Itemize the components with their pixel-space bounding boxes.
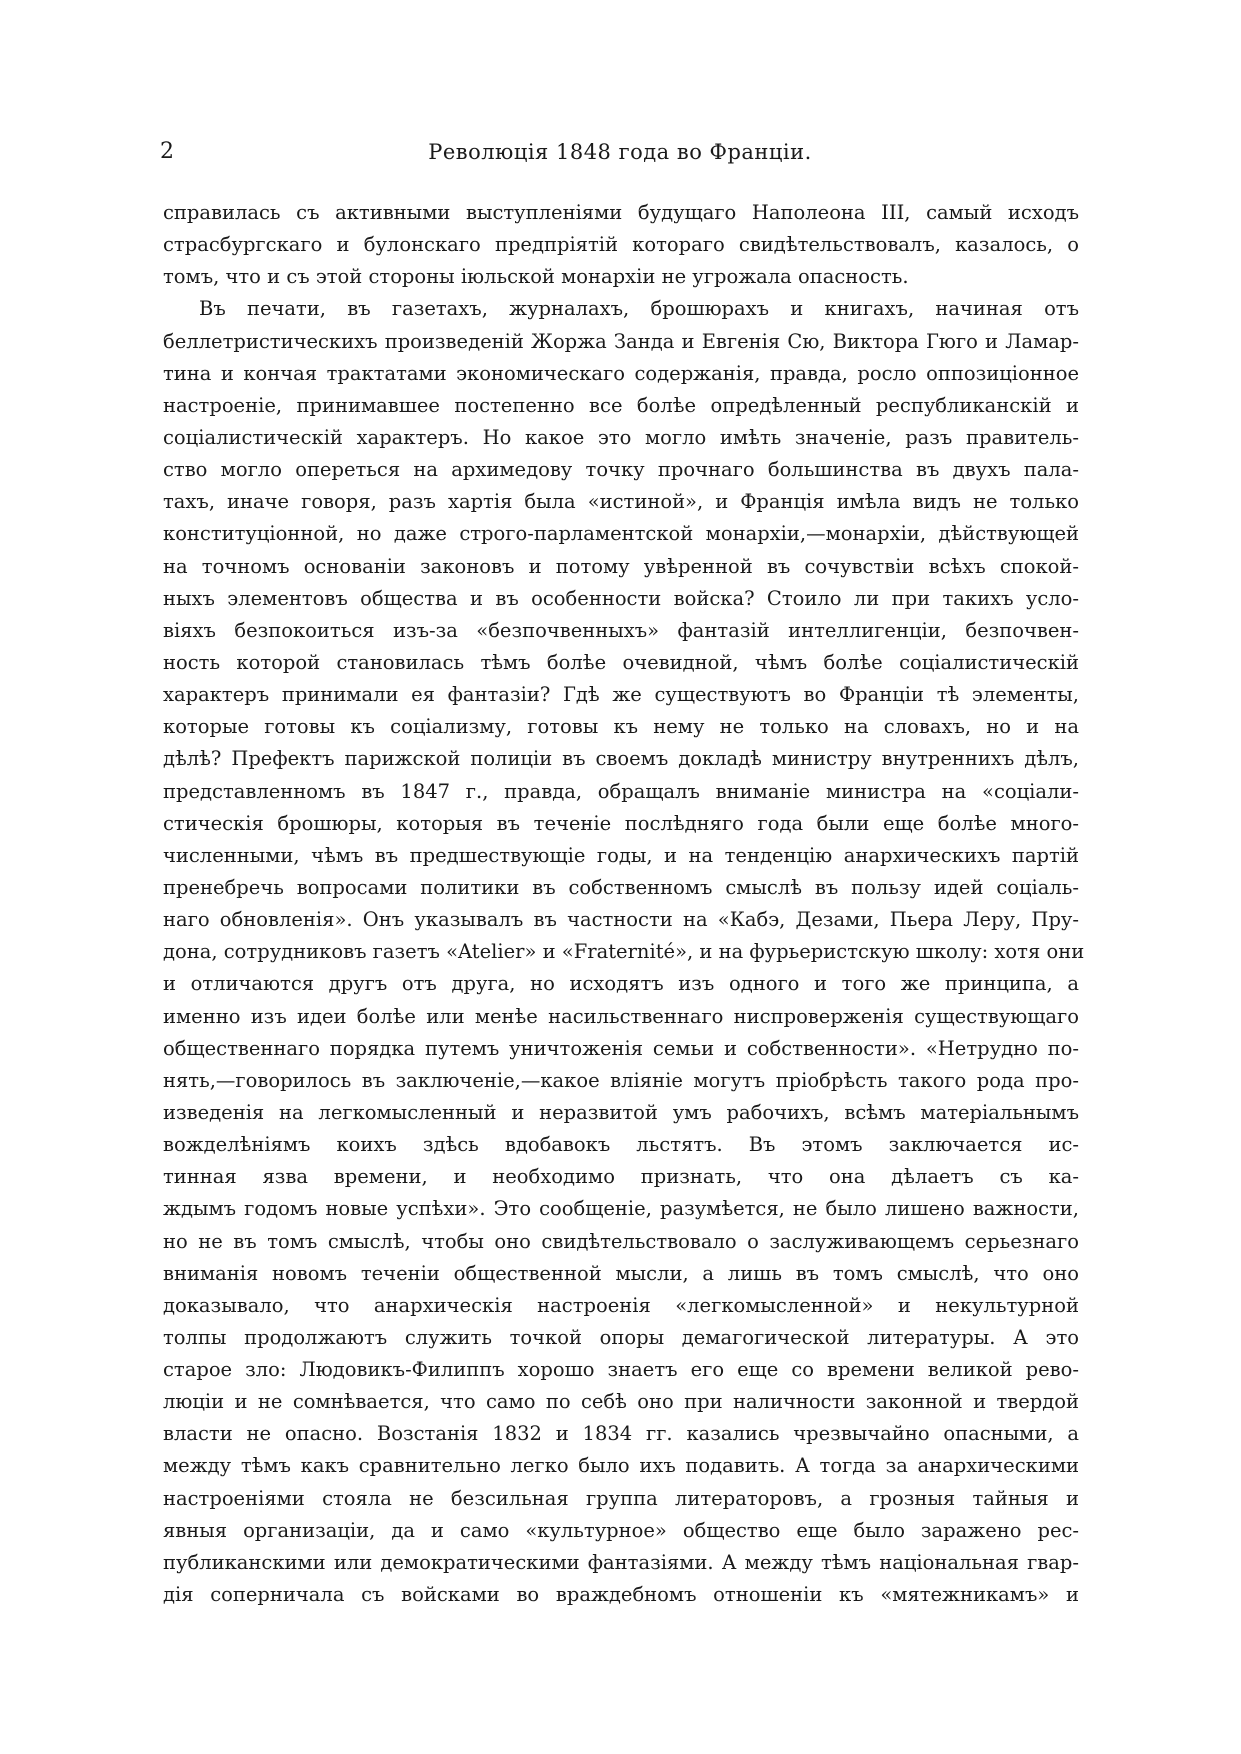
- text-line: пренебречь вопросами политики въ собственномъ смыслѣ въ пользу идей соціаль-: [163, 875, 1079, 899]
- text-line: численными, чѣмъ въ предшествующіе годы, и на тенденцію анархическихъ партій: [163, 843, 1079, 867]
- text-line: тина и кончая трактатами экономическаго содержанія, правда, росло оппозиціонное: [163, 361, 1079, 385]
- text-line: беллетристическихъ произведеній Жоржа Занда и Евгенія Сю, Виктора Гюго и Ламар-: [163, 329, 1079, 353]
- text-line: люціи и не сомнѣвается, что само по себѣ оно при наличности законной и твердой: [163, 1390, 1079, 1414]
- text-line: явныя организаціи, да и само «культурное» общество еще было заражено рес-: [163, 1518, 1079, 1542]
- text-line: конституціонной, но даже строго-парламентской монархіи,—монархіи, дѣйствующей: [163, 522, 1079, 546]
- page-header: [160, 136, 1080, 168]
- text-line: ство могло опереться на архимедову точку прочнаго большинства въ двухъ пала-: [163, 458, 1079, 482]
- text-line: но не въ томъ смыслѣ, чтобы оно свидѣтельствовало о заслуживающемъ серьезнаго: [163, 1229, 1079, 1253]
- text-line: и отличаются другъ отъ друга, но исходятъ изъ одного и того же принципа, а: [163, 972, 1079, 996]
- text-line: представленномъ въ 1847 г., правда, обращалъ вниманіе министра на «соціали-: [163, 779, 1079, 803]
- text-line: ждымъ годомъ новые успѣхи». Это сообщеніе, разумѣется, не было лишено важности,: [163, 1197, 1079, 1221]
- text-line: ныхъ элементовъ общества и въ особенности войска? Стоило ли при такихъ усло-: [163, 586, 1079, 610]
- text-line: ность которой становилась тѣмъ болѣе очевидной, чѣмъ болѣе соціалистическій: [163, 650, 1079, 674]
- text-line: соціалистическій характеръ. Но какое это могло имѣть значеніе, разъ правитель-: [163, 425, 1079, 449]
- text-line: тахъ, иначе говоря, разъ хартія была «истиной», и Франція имѣла видъ не только: [163, 490, 1079, 514]
- text-line: власти не опасно. Возстанія 1832 и 1834 гг. казались чрезвычайно опасными, а: [163, 1422, 1079, 1446]
- running-title: Революція 1848 года во Франціи.: [428, 140, 812, 164]
- text-line: тинная язва времени, и необходимо признать, что она дѣлаетъ съ ка-: [163, 1165, 1079, 1189]
- text-line: вниманія новомъ теченіи общественной мысли, а лишь въ томъ смыслѣ, что оно: [163, 1261, 1079, 1285]
- paragraph-first-line: Въ печати, въ газетахъ, журналахъ, брошюрахъ и книгахъ, начиная отъ: [199, 297, 1079, 321]
- text-line: изведенія на легкомысленный и неразвитой умъ рабочихъ, всѣмъ матеріальнымъ: [163, 1100, 1079, 1124]
- text-line: публиканскими или демократическими фантазіями. А между тѣмъ національная гвар-: [163, 1550, 1079, 1574]
- text-line: между тѣмъ какъ сравнительно легко было ихъ подавить. А тогда за анархическими: [163, 1454, 1079, 1478]
- body-text: [163, 197, 1085, 1611]
- text-line: которые готовы къ соціализму, готовы къ нему не только на словахъ, но и на: [163, 715, 1079, 739]
- text-line: стическія брошюры, которыя въ теченіе послѣдняго года были еще болѣе много-: [163, 811, 1079, 835]
- text-line: нять,—говорилось въ заключеніе,—какое вліяніе могутъ пріобрѣсть такого рода про-: [163, 1068, 1079, 1092]
- text-line: справилась съ активными выступленіями будущаго Наполеона III, самый исходъ: [163, 201, 1079, 224]
- text-line: старое зло: Людовикъ-Филиппъ хорошо знаетъ его еще со времени великой рево-: [163, 1358, 1079, 1382]
- text-line: толпы продолжаютъ служить точкой опоры демагогической литературы. А это: [163, 1325, 1079, 1349]
- text-line: дія соперничала съ войсками во враждебномъ отношеніи къ «мятежникамъ» и: [163, 1583, 1079, 1607]
- text-line: общественнаго порядка путемъ уничтоженія семьи и собственности». «Нетрудно по-: [163, 1036, 1079, 1060]
- text-line: вожделѣніямъ коихъ здѣсь вдобавокъ льстятъ. Въ этомъ заключается ис-: [163, 1133, 1079, 1157]
- text-line: настроеніями стояла не безсильная группа литераторовъ, а грозныя тайныя и: [163, 1486, 1079, 1510]
- text-line: наго обновленія». Онъ указывалъ въ частности на «Кабэ, Дезами, Пьера Леру, Пру-: [163, 908, 1079, 932]
- text-line: доказывало, что анархическія настроенія «легкомысленной» и некультурной: [163, 1293, 1079, 1317]
- text-line: страсбургскаго и булонскаго предпріятій котораго свидѣтельствовалъ, казалось, о: [163, 233, 1079, 257]
- text-line: дона, сотрудниковъ газетъ «Atelier» и «Fraternité», и на фурьеристскую школу: хотя они: [163, 940, 1085, 964]
- text-line: характеръ принимали ея фантазіи? Гдѣ же существуютъ во Франціи тѣ элементы,: [163, 683, 1079, 707]
- text-line: настроеніе, принимавшее постепенно все болѣе опредѣленный республиканскій и: [163, 393, 1079, 417]
- text-line: на точномъ основаніи законовъ и потому увѣренной въ сочувствіи всѣхъ спокой-: [163, 554, 1079, 578]
- text-line: віяхъ безпокоиться изъ-за «безпочвенныхъ» фантазій интеллигенціи, безпочвен-: [163, 618, 1079, 642]
- page-number: 2: [160, 139, 174, 164]
- text-line: томъ, что и съ этой стороны іюльской монархіи не угрожала опасность.: [163, 265, 909, 289]
- text-line: дѣлѣ? Префектъ парижской полиціи въ своемъ докладѣ министру внутреннихъ дѣлъ,: [163, 747, 1079, 771]
- text-line: именно изъ идеи болѣе или менѣе насильственнаго ниспроверженія существующаго: [163, 1004, 1079, 1028]
